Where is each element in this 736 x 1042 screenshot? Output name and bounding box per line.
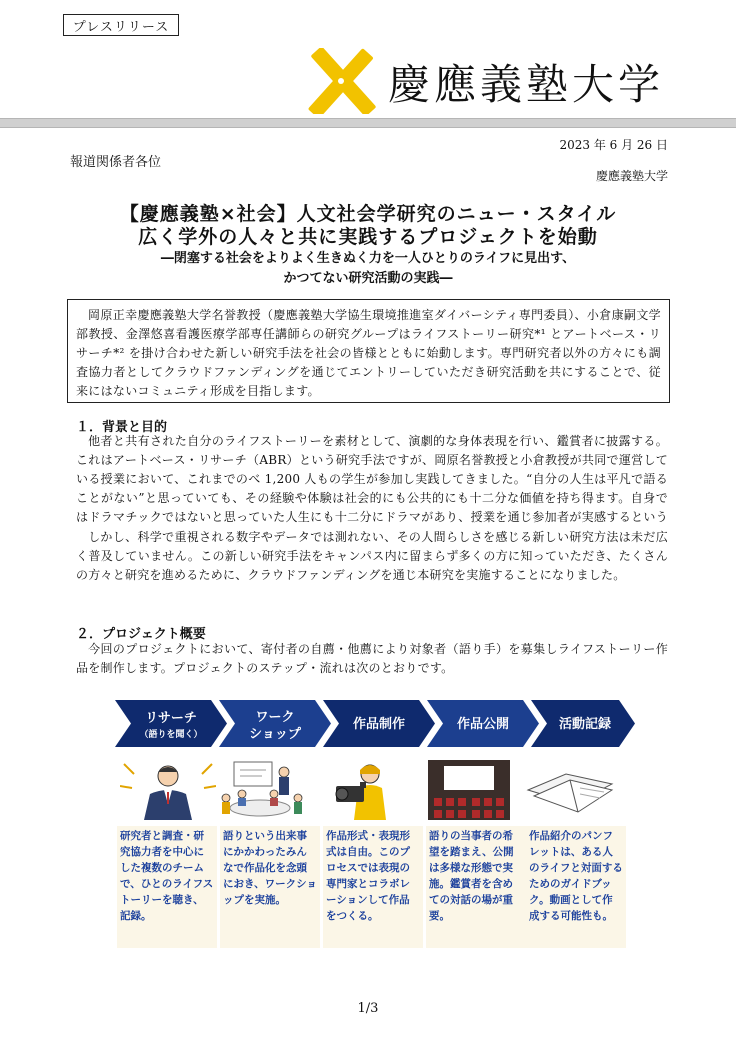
project-flow-diagram: [115, 700, 635, 747]
flow-step-1-label: リサーチ: [145, 711, 197, 726]
press-release-tag: プレスリリース: [63, 14, 179, 36]
summary-text: 岡原正幸慶應義塾大学名誉教授（慶應義塾大学協生環境推進室ダイバーシティ専門委員）、小倉康嗣文学部教授、金澤悠喜看護医療学部専任講師らの研究グループはライフストーリー研究*¹ とアートベース・リサーチ*² を掛け合わせた新しい研究手法を社会の皆様とともに始動します。専門研究者以外の方々にも調査協力者としてクラウドファンディングを通じてエントリーしていただき研究活動を共にすることで、従来にはないコミュニティ形成を目指します。: [76, 308, 661, 398]
university-name: 慶應義塾大学: [388, 60, 665, 109]
workshop-icon: [212, 760, 312, 820]
step-4-description: 語りの当事者の希望を踏まえ、公開は多様な形態で実施。鑑賞者を含めての対話の場が重要。: [426, 826, 526, 948]
header-divider: [0, 118, 736, 128]
summary-box: [67, 299, 670, 403]
section-1-heading: １．背景と目的: [76, 420, 168, 435]
subtitle-line-1: ―閉塞する社会をよりよく生きぬく力を一人ひとりのライフに見出す、: [160, 251, 576, 266]
recipient: 報道関係者各位: [70, 155, 162, 170]
flow-step-4-label: 作品公開: [456, 717, 510, 732]
title-line-1: 【慶應義塾×社会】人文社会学研究のニュー・スタイル: [119, 203, 617, 225]
flow-step-1-sub: （語りを聞く）: [139, 730, 203, 740]
flow-step-5-label: 活動記録: [558, 717, 612, 732]
theater-icon: [428, 760, 510, 820]
flow-step-3-label: 作品制作: [352, 717, 406, 732]
section-2-paragraph-1: 今回のプロジェクトにおいて、寄付者の自薦・他薦により対象者（語り手）を募集しライフストーリー作品を制作します。プロジェクトのステップ・流れは次のとおりです。: [76, 642, 668, 675]
flow-step-2-label: ワーク: [255, 710, 295, 725]
flow-step-2-sub: ショップ: [249, 727, 301, 742]
step-2-description: 語りという出来事にかかわったみんなで作品化を念頭におき、ワークショップを実施。: [220, 826, 320, 948]
step-3-description: 作品形式・表現形式は自由。このプロセスでは表現の専門家とコラボレーションして作品をつくる。: [323, 826, 423, 948]
section-2-heading: ２．プロジェクト概要: [76, 627, 206, 642]
release-date: 2023 年 6 月 26 日: [559, 138, 668, 152]
step-1-description: 研究者と調査・研究協力者を中心にした複数のチームで、ひとのライフストーリーを聴き、記録。: [117, 826, 217, 948]
step-5-description: 作品紹介のパンフレットは、ある人のライフと対面するためのガイドブック。動画として作成する可能性も。: [526, 826, 626, 948]
title-line-2: 広く学外の人々と共に実践するプロジェクトを始動: [138, 226, 598, 248]
camera-operator-icon: [330, 760, 400, 820]
keio-pen-logo-icon: [305, 48, 377, 114]
page-number: 1/3: [357, 1001, 379, 1016]
subtitle-line-2: かつてない研究活動の実践―: [283, 271, 453, 286]
researcher-icon: [120, 760, 216, 820]
booklet-icon: [520, 760, 620, 820]
section-1-paragraph-1: 他者と共有された自分のライフストーリーを素材として、演劇的な身体表現を行い、鑑賞者に披露する。これはアートベース・リサーチ（ABR）という研究手法ですが、岡原名誉教授と小倉教授が共同で運営している授業において、これまでのべ 1,200 人もの学生が参加し実践してきました。“自分の人生は平凡で語ることがない”と思っていても、その経験や体験は社会的にも公共的にも十二分な価値を持ち得ます。自身ではドラマチックではないと思っていた人生にも十二分にドラマがあり、授業を通じ参加者が実感するという: [76, 434, 668, 524]
section-1-paragraph-2: しかし、科学で重視される数字やデータでは測れない、その人間らしさを感じる新しい研究方法は未だ広く普及していません。この新しい研究手法をキャンパス内に留まらず多くの方に知っていただき、たくさんの方々と研究を進めるために、クラウドファンディングを通じ本研究を実施することになりました。: [76, 530, 668, 582]
sender: 慶應義塾大学: [595, 169, 668, 183]
